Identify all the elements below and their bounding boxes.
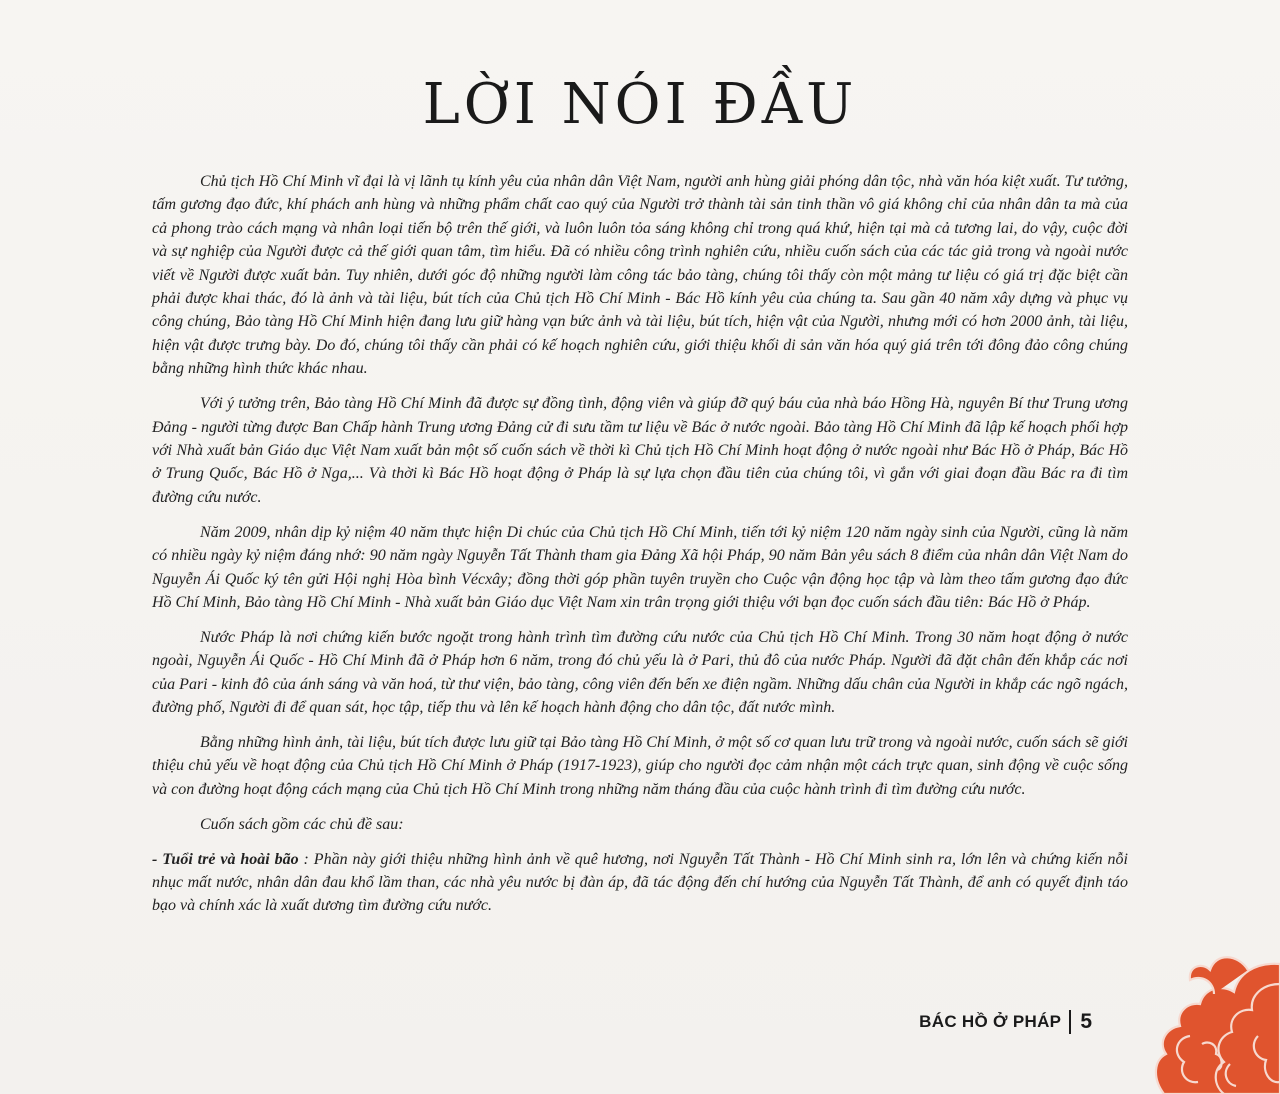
page-title: LỜI NÓI ĐẦU [422, 72, 858, 137]
cloud-pattern-ornament-icon [1130, 944, 1280, 1094]
paragraph: Năm 2009, nhân dịp kỷ niệm 40 năm thực hiện Di chúc của Chủ tịch Hồ Chí Minh, tiến tới kỷ niệm 120 năm ngày sinh của Người, cũng là năm có nhiều ngày kỷ niệm đáng nhớ: 90 năm ngày Nguyễn Tất Thành tham gia Đảng Xã hội Pháp, 90 năm Bản yêu sách 8 điểm của nhân dân Việt Nam do Nguyễn Ái Quốc ký tên gửi Hội nghị Hòa bình Vécxây; đồng thời góp phần tuyên truyền cho Cuộc vận động học tập và làm theo tấm gương đạo đức Hồ Chí Minh, Bảo tàng Hồ Chí Minh - Nhà xuất bản Giáo dục Việt Nam xin trân trọng giới thiệu với bạn đọc cuốn sách đầu tiên: Bác Hồ ở Pháp. [152, 523, 1128, 611]
footer-divider [1069, 1010, 1071, 1034]
page-number: 5 [1080, 1010, 1092, 1033]
topic-title: - Tuổi trẻ và hoài bão [152, 850, 299, 868]
topic-item [152, 848, 1128, 918]
paragraph: Chủ tịch Hồ Chí Minh vĩ đại là vị lãnh tụ kính yêu của nhân dân Việt Nam, người anh hùng giải phóng dân tộc, nhà văn hóa kiệt xuất. Tư tưởng, tấm gương đạo đức, khí phách anh hùng và những phẩm chất cao quý của Người trở thành tài sản tinh thần vô giá không chỉ của nhân dân ta mà của cả phong trào cách mạng và nhân loại tiến bộ trên thế giới, và luôn luôn tỏa sáng không chỉ trong quá khứ, hiện tại mà cả tương lai, do vậy, cuộc đời và sự nghiệp của Người được cả thế giới quan tâm, tìm hiểu. Đã có nhiều công trình nghiên cứu, nhiều cuốn sách của các tác giả trong và ngoài nước viết về Người được xuất bản. Tuy nhiên, dưới góc độ những người làm công tác bảo tàng, chúng tôi thấy còn một mảng tư liệu có giá trị đặc biệt cần phải được khai thác, đó là ảnh và tài liệu, bút tích của Chủ tịch Hồ Chí Minh - Bác Hồ kính yêu của chúng ta. Sau gần 40 năm xây dựng và phục vụ công chúng, Bảo tàng Hồ Chí Minh hiện đang lưu giữ hàng vạn bức ảnh và tài liệu, bút tích, hiện vật của Người, nhưng mới có hơn 2000 ảnh, tài liệu, hiện vật được trưng bày. Do đó, chúng tôi thấy cần phải có kế hoạch nghiên cứu, giới thiệu khối di sản văn hóa quý giá trên tới đông đảo công chúng bằng những hình thức khác nhau. [152, 173, 1128, 378]
page-footer [919, 1010, 1092, 1034]
topic-text: : Phần này giới thiệu những hình ảnh về quê hương, nơi Nguyễn Tất Thành - Hồ Chí Minh sinh ra, lớn lên và chứng kiến nỗi nhục mất nước, nhân dân đau khổ lầm than, các nhà yêu nước bị đàn áp, đã tác động đến chí hướng của Nguyễn Tất Thành, để anh có quyết định táo bạo và chính xác là xuất dương tìm đường cứu nước. [152, 850, 1128, 915]
running-title: BÁC HỒ Ở PHÁP [919, 1012, 1062, 1031]
paragraph: Bằng những hình ảnh, tài liệu, bút tích được lưu giữ tại Bảo tàng Hồ Chí Minh, ở một số cơ quan lưu trữ trong và ngoài nước, cuốn sách sẽ giới thiệu chủ yếu về hoạt động của Chủ tịch Hồ Chí Minh ở Pháp (1917-1923), giúp cho người đọc cảm nhận một cách trực quan, sinh động về cuộc sống và con đường hoạt động cách mạng của Chủ tịch Hồ Chí Minh trong những năm tháng đầu của cuộc hành trình đi tìm đường cứu nước. [152, 733, 1128, 798]
paragraph: Nước Pháp là nơi chứng kiến bước ngoặt trong hành trình tìm đường cứu nước của Chủ tịch Hồ Chí Minh. Trong 30 năm hoạt động ở nước ngoài, Nguyễn Ái Quốc - Hồ Chí Minh đã ở Pháp hơn 6 năm, trong đó chủ yếu là ở Pari, thủ đô của nước Pháp. Người đã đặt chân đến khắp các nơi của Pari - kinh đô của ánh sáng và văn hoá, từ thư viện, bảo tàng, công viên đến bến xe điện ngầm. Những dấu chân của Người in khắp các ngõ ngách, đường phố, Người đi để quan sát, học tập, tiếp thu và lên kế hoạch hành động cho dân tộc, đất nước mình. [152, 628, 1128, 717]
paragraph: Với ý tưởng trên, Bảo tàng Hồ Chí Minh đã được sự đồng tình, động viên và giúp đỡ quý báu của nhà báo Hồng Hà, nguyên Bí thư Trung ương Đảng - người từng được Ban Chấp hành Trung ương Đảng cử đi sưu tầm tư liệu về Bác ở nước ngoài. Bảo tàng Hồ Chí Minh đã lập kế hoạch phối hợp với Nhà xuất bản Giáo dục Việt Nam xuất bản một số cuốn sách về thời kì Chủ tịch Hồ Chí Minh hoạt động ở nước ngoài như Bác Hồ ở Pháp, Bác Hồ ở Trung Quốc, Bác Hồ ở Nga,... Và thời kì Bác Hồ hoạt động ở Pháp là sự lựa chọn đầu tiên của chúng tôi, vì gắn với giai đoạn đầu Bác ra đi tìm đường cứu nước. [152, 395, 1128, 506]
preface-body [152, 170, 1128, 929]
paragraph: Cuốn sách gồm các chủ đề sau: [200, 815, 404, 833]
